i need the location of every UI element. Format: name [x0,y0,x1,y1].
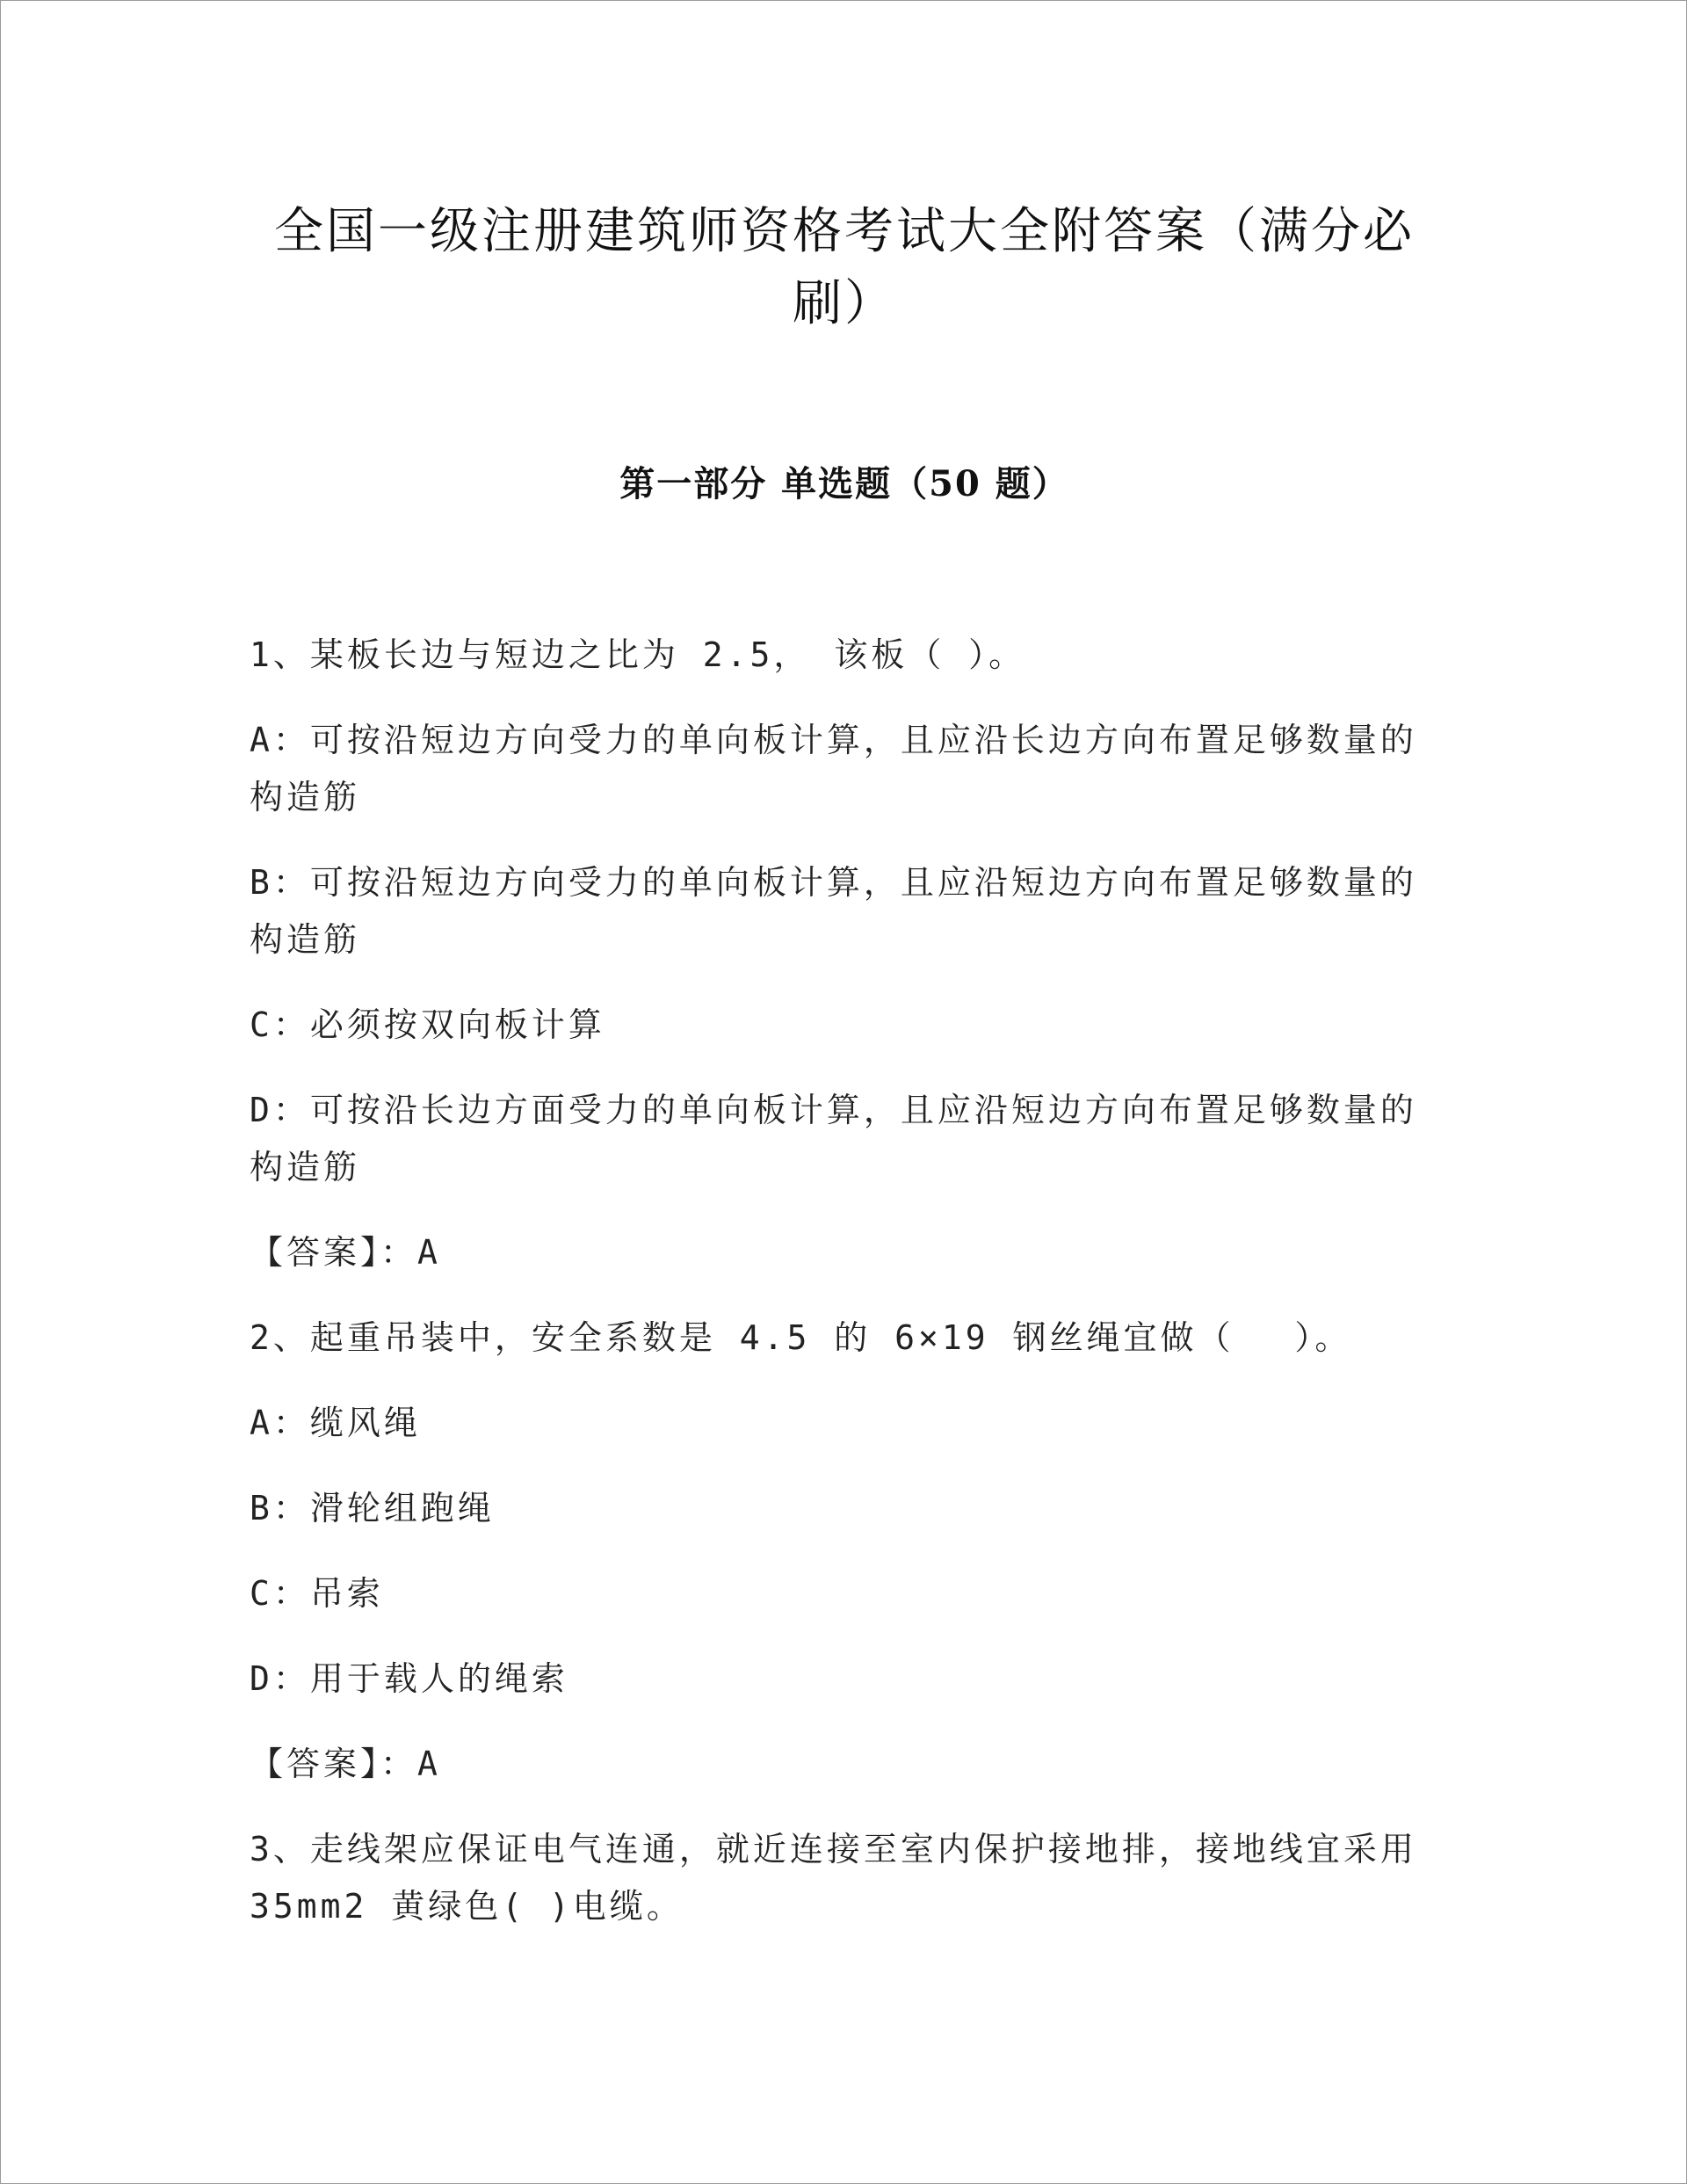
option-d: D：可按沿长边方面受力的单向板计算，且应沿短边方向布置足够数量的构造筋 [250,1091,1417,1186]
option-c: C：必须按双向板计算 [250,1005,605,1044]
question-text: 3、走线架应保证电气连通，就近连接至室内保护接地排，接地线宜采用 35mm2 黄绿色( )电缆。 [250,1830,1417,1926]
option-d: D：用于载人的绳索 [250,1659,568,1698]
option-b: B：滑轮组跑绳 [250,1489,495,1527]
option-a: A：可按沿短边方向受力的单向板计算，且应沿长边方向布置足够数量的构造筋 [250,721,1417,816]
answer: 【答案】：A [250,1745,441,1783]
answer: 【答案】：A [250,1233,441,1272]
question-text: 2、起重吊装中，安全系数是 4.5 的 6×19 钢丝绳宜做（ ）。 [250,1318,1352,1357]
document-title: 全国一级注册建筑师资格考试大全附答案（满分必刷） [274,203,1415,332]
question-text: 1、某板长边与短边之比为 2.5， 该板（ ）。 [250,635,1026,674]
question-list [250,627,1436,1963]
option-c: C：吊索 [250,1574,384,1613]
option-b: B：可按沿短边方向受力的单向板计算，且应沿短边方向布置足够数量的构造筋 [250,863,1417,959]
option-a: A：缆风绳 [250,1404,421,1442]
section-title: 第一部分 单选题（50 题） [619,463,1069,504]
